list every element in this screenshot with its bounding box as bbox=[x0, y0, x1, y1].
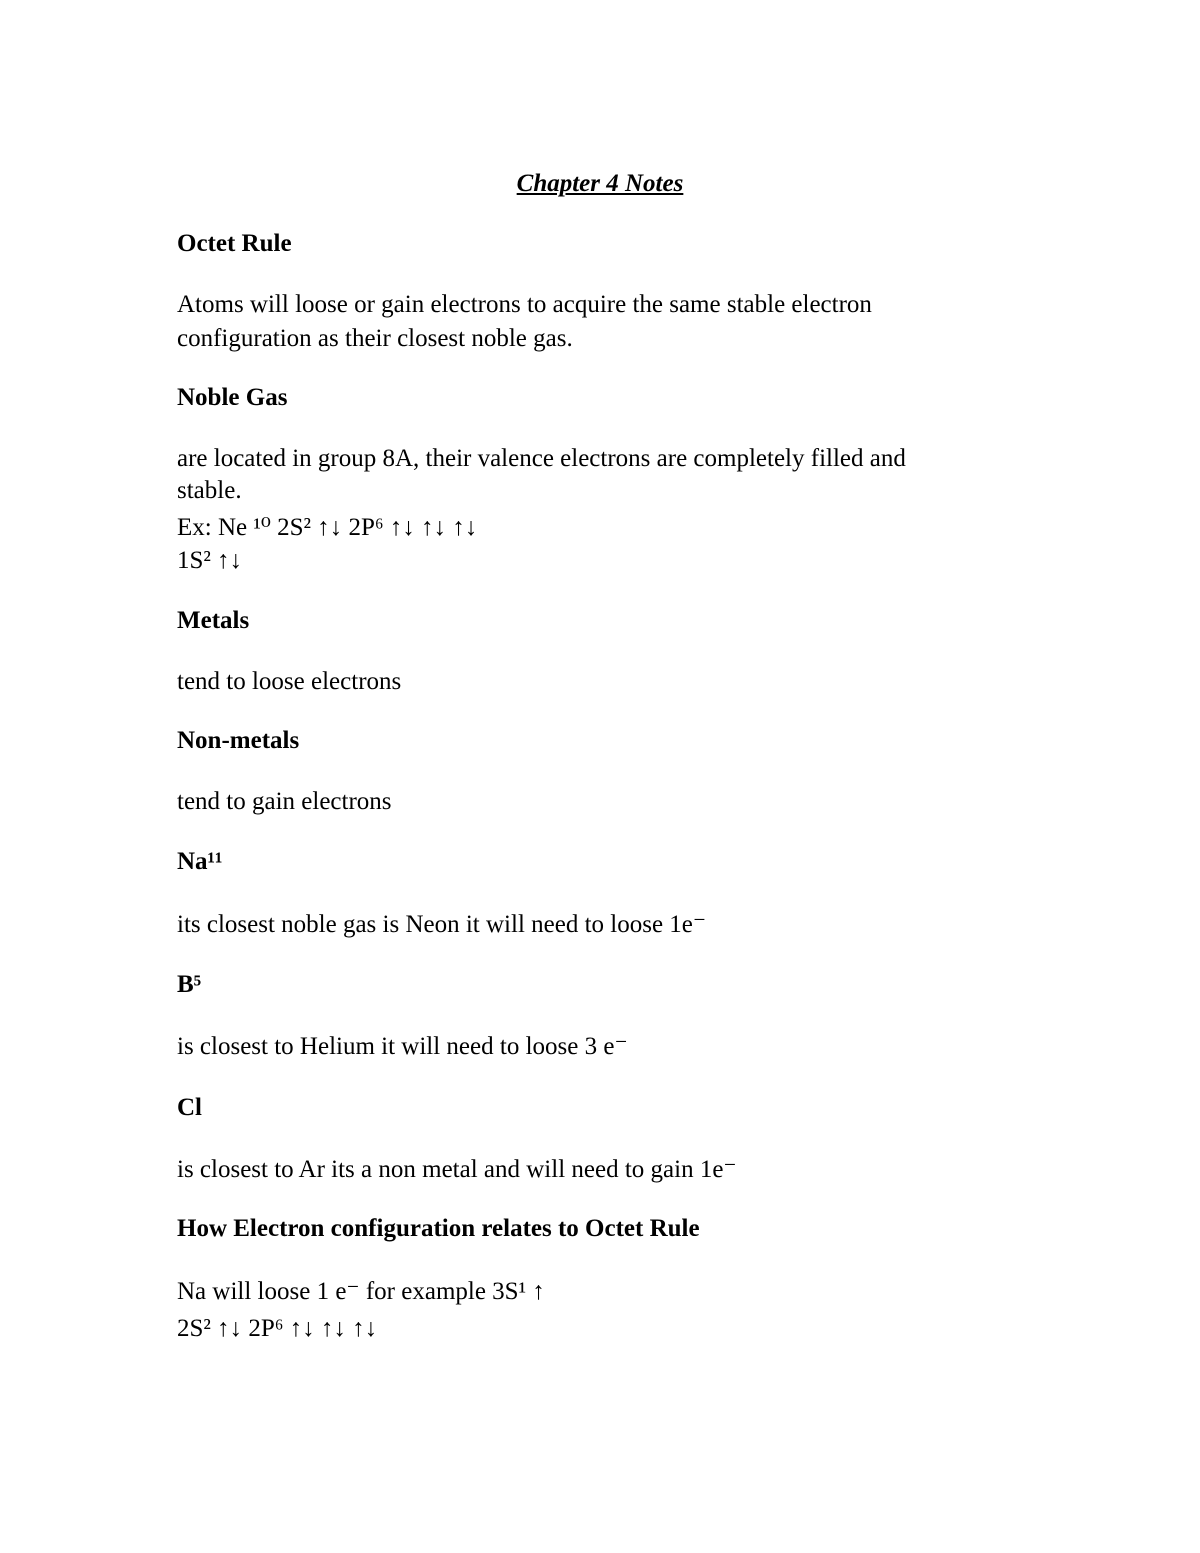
page-title: Chapter 4 Notes bbox=[516, 170, 684, 197]
configuration-line: Na will loose 1 e⁻ for example 3S¹ ↑ bbox=[177, 1278, 545, 1305]
paragraph-line: are located in group 8A, their valence electrons are completely filled and bbox=[177, 445, 906, 472]
heading-metals: Metals bbox=[177, 607, 250, 634]
heading-boron: B⁵ bbox=[177, 971, 202, 998]
configuration-line: Ex: Ne ¹⁰ 2S² ↑↓ 2P⁶ ↑↓ ↑↓ ↑↓ bbox=[177, 514, 478, 541]
paragraph-line: tend to loose electrons bbox=[177, 668, 402, 695]
heading-chlorine: Cl bbox=[177, 1094, 202, 1121]
heading-non-metals: Non-metals bbox=[177, 727, 300, 754]
paragraph-line: stable. bbox=[177, 477, 242, 504]
configuration-line: 2S² ↑↓ 2P⁶ ↑↓ ↑↓ ↑↓ bbox=[177, 1315, 378, 1342]
paragraph-line: tend to gain electrons bbox=[177, 788, 392, 815]
paragraph-line: is closest to Helium it will need to loose 3 e⁻ bbox=[177, 1033, 628, 1060]
paragraph-line: configuration as their closest noble gas. bbox=[177, 325, 573, 352]
paragraph-line: Atoms will loose or gain electrons to acquire the same stable electron bbox=[177, 291, 872, 318]
heading-electron-configuration: How Electron configuration relates to Octet Rule bbox=[177, 1215, 700, 1242]
configuration-line: 1S² ↑↓ bbox=[177, 547, 243, 574]
paragraph-line: is closest to Ar its a non metal and will need to gain 1e⁻ bbox=[177, 1156, 737, 1183]
heading-noble-gas: Noble Gas bbox=[177, 384, 288, 411]
paragraph-line: its closest noble gas is Neon it will need to loose 1e⁻ bbox=[177, 911, 707, 938]
heading-sodium: Na¹¹ bbox=[177, 848, 223, 875]
heading-octet-rule: Octet Rule bbox=[177, 230, 292, 257]
